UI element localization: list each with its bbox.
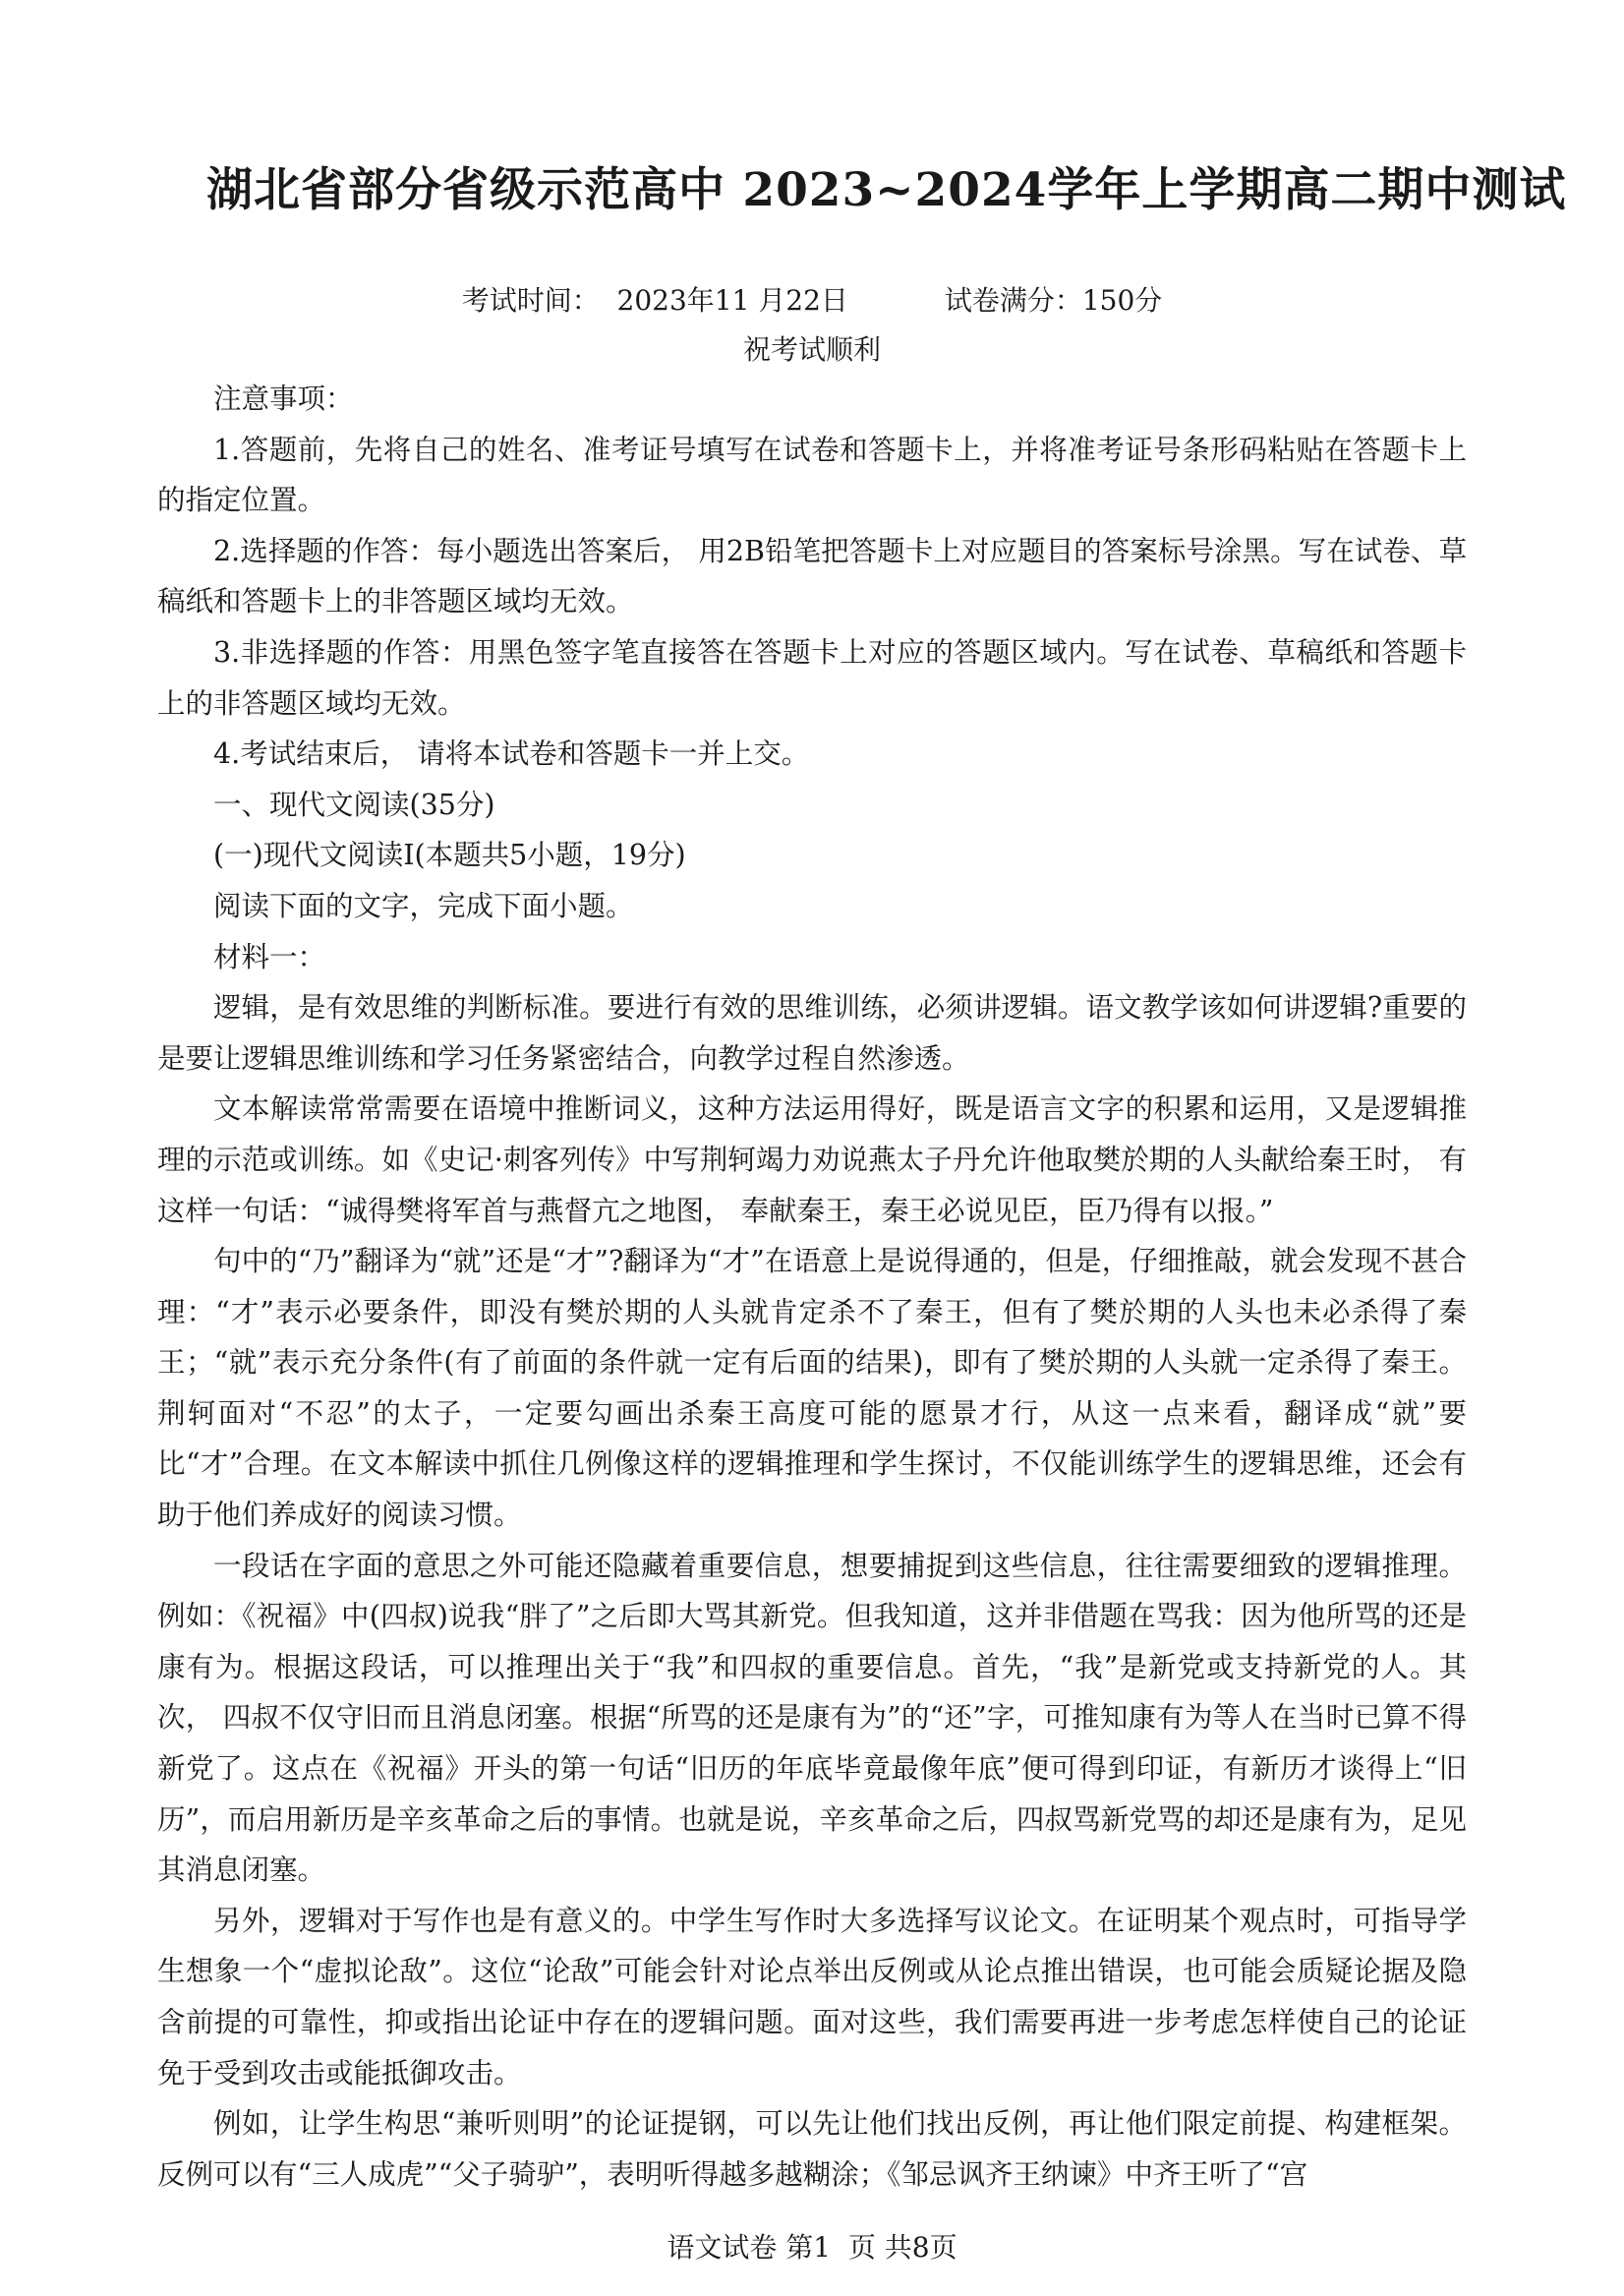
section-instruction: 阅读下面的文字，完成下面小题。 — [213, 889, 634, 922]
section-subtitle: (一)现代文阅读Ⅰ(本题共5小题，19分) — [213, 839, 686, 872]
paragraph: 句中的“乃”翻译为“就”还是“才”?翻译为“才”在语意上是说得通的，但是，仔细推敲，就会发现不甚合理：“才”表示必要条件，即没有樊於期的人头就肯定杀不了秦王，但有了樊於期的人头也未必杀得了秦王；“就”表示充分条件(有了前面的条件就一定有后面的结果)，即有了樊於期的人头就一定杀得了秦王。荆轲面对“不忍”的太子，一定要勾画出杀秦王高度可能的愿景才行，从这一点来看，翻译成“就”要比“才”合理。在文本解读中抓住几例像这样的逻辑推理和学生探讨，不仅能训练学生的逻辑思维，还会有助于他们养成好的阅读习惯。 — [157, 1245, 1467, 1532]
notice-item-4: 4.考试结束后， 请将本试卷和答题卡一并上交。 — [213, 737, 810, 771]
exam-body — [157, 374, 1467, 2200]
page-footer: 语文试卷 第1 页 共8页 — [667, 2231, 957, 2264]
notice-item-1: 1.答题前，先将自己的姓名、准考证号填写在试卷和答题卡上，并将准考证号条形码粘贴在答题卡上的指定位置。 — [157, 433, 1467, 517]
wish-text: 祝考试顺利 — [742, 333, 881, 366]
paragraph: 文本解读常常需要在语境中推断词义，这种方法运用得好，既是语言文字的积累和运用，又是逻辑推理的示范或训练。如《史记·刺客列传》中写荆轲竭力劝说燕太子丹允许他取樊於期的人头献给秦王时， 有这样一句话：“诚得樊将军首与燕督亢之地图， 奉献秦王，秦王必说见臣，臣乃得有以报。” — [157, 1092, 1467, 1227]
paragraph: 逻辑，是有效思维的判断标准。要进行有效的思维训练，必须讲逻辑。语文教学该如何讲逻辑?重要的是要让逻辑思维训练和学习任务紧密结合，向教学过程自然渗透。 — [157, 991, 1467, 1075]
section-title: 一、现代文阅读(35分) — [213, 788, 495, 821]
notice-item-2: 2.选择题的作答：每小题选出答案后， 用2B铅笔把答题卡上对应题目的答案标号涂黑。写在试卷、草稿纸和答题卡上的非答题区域均无效。 — [157, 534, 1467, 618]
paragraph: 例如，让学生构思“兼听则明”的论证提钢，可以先让他们找出反例，再让他们限定前提、构建框架。反例可以有“三人成虎”“父子骑驴”，表明听得越多越糊涂；《邹忌讽齐王纳谏》中齐王听了“宫 — [157, 2107, 1467, 2191]
notice-heading: 注意事项： — [213, 383, 354, 415]
notice-item-3: 3.非选择题的作答：用黑色签字笔直接答在答题卡上对应的答题区域内。写在试卷、草稿纸和答题卡上的非答题区域均无效。 — [157, 635, 1467, 720]
paragraph: 一段话在字面的意思之外可能还隐藏着重要信息，想要捕捉到这些信息，往往需要细致的逻辑推理。例如：《祝福》中(四叔)说我“胖了”之后即大骂其新党。但我知道，这并非借题在骂我：因为他所骂的还是康有为。根据这段话，可以推理出关于“我”和四叔的重要信息。首先，“我”是新党或支持新党的人。其次， 四叔不仅守旧而且消息闭塞。根据“所骂的还是康有为”的“还”字，可推知康有为等人在当时已算不得新党了。这点在《祝福》开头的第一句话“旧历的年底毕竟最像年底”便可得到印证，有新历才谈得上“旧历”，而启用新历是辛亥革命之后的事情。也就是说，辛亥革命之后，四叔骂新党骂的却还是康有为，足见其消息闭塞。 — [157, 1549, 1467, 1887]
paragraph: 另外，逻辑对于写作也是有意义的。中学生写作时大多选择写议论文。在证明某个观点时，可指导学生想象一个“虚拟论敌”。这位“论敌”可能会针对论点举出反例或从论点推出错误，也可能会质疑论据及隐含前提的可靠性，抑或指出论证中存在的逻辑问题。面对这些，我们需要再进一步考虑怎样使自己的论证免于受到攻击或能抵御攻击。 — [157, 1904, 1467, 2090]
material-label: 材料一： — [213, 940, 326, 973]
exam-title: 湖北省部分省级示范高中 2023~2024学年上学期高二期中测试 — [206, 163, 1567, 217]
exam-info: 考试时间： 2023年11 月22日 试卷满分：150分 — [461, 284, 1163, 317]
